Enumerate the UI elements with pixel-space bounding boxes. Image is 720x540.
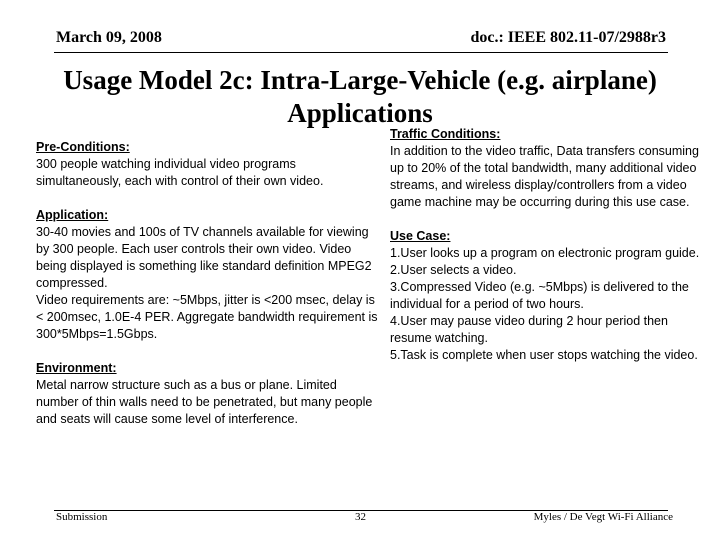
left-column bbox=[36, 139, 381, 428]
preconditions-heading: Pre-Conditions: bbox=[36, 140, 130, 154]
usecase-heading: Use Case: bbox=[390, 229, 451, 243]
traffic-text: In addition to the video traffic, Data transfers consuming up to 20% of the total bandwidth, many additional video streams, and wireless display/controllers from a video game machine may be occurring during this use case. bbox=[390, 144, 699, 209]
header-date: March 09, 2008 bbox=[56, 29, 162, 46]
usecase-step: 5.Task is complete when user stops watching the video. bbox=[390, 348, 698, 362]
slide-title: Usage Model 2c: Intra-Large-Vehicle (e.g. airplane) Applications bbox=[63, 65, 657, 128]
usecase-step: 1.User looks up a program on electronic program guide. bbox=[390, 246, 700, 260]
environment-heading: Environment: bbox=[36, 361, 117, 375]
right-column bbox=[390, 126, 700, 364]
footer-page-number: 32 bbox=[355, 511, 366, 523]
traffic-heading: Traffic Conditions: bbox=[390, 127, 501, 141]
header-divider bbox=[54, 52, 668, 53]
header-doc-id: doc.: IEEE 802.11-07/2988r3 bbox=[470, 29, 666, 46]
footer-authors: Myles / De Vegt Wi-Fi Alliance bbox=[533, 511, 673, 523]
usecase-step: 3.Compressed Video (e.g. ~5Mbps) is delivered to the individual for a period of two hours. bbox=[390, 280, 689, 311]
application-requirements-text: Video requirements are: ~5Mbps, jitter is <200 msec, delay is < 200msec, 1.0E-4 PER. Aggregate bandwidth requirement is 300*5Mbps=1.5Gbps. bbox=[36, 293, 378, 341]
usecase-step: 4.User may pause video during 2 hour period then resume watching. bbox=[390, 314, 668, 345]
preconditions-text: 300 people watching individual video programs simultaneously, each with control of their own video. bbox=[36, 157, 324, 188]
application-heading: Application: bbox=[36, 208, 109, 222]
footer-submission: Submission bbox=[56, 511, 108, 523]
environment-text: Metal narrow structure such as a bus or plane. Limited number of thin walls need to be penetrated, but many people and seats will cause some level of interference. bbox=[36, 378, 373, 426]
application-text: 30-40 movies and 100s of TV channels available for viewing by 300 people. Each user controls their own video. Video being displayed is something like standard definition MPEG2 compressed. bbox=[36, 225, 372, 290]
usecase-step: 2.User selects a video. bbox=[390, 263, 517, 277]
